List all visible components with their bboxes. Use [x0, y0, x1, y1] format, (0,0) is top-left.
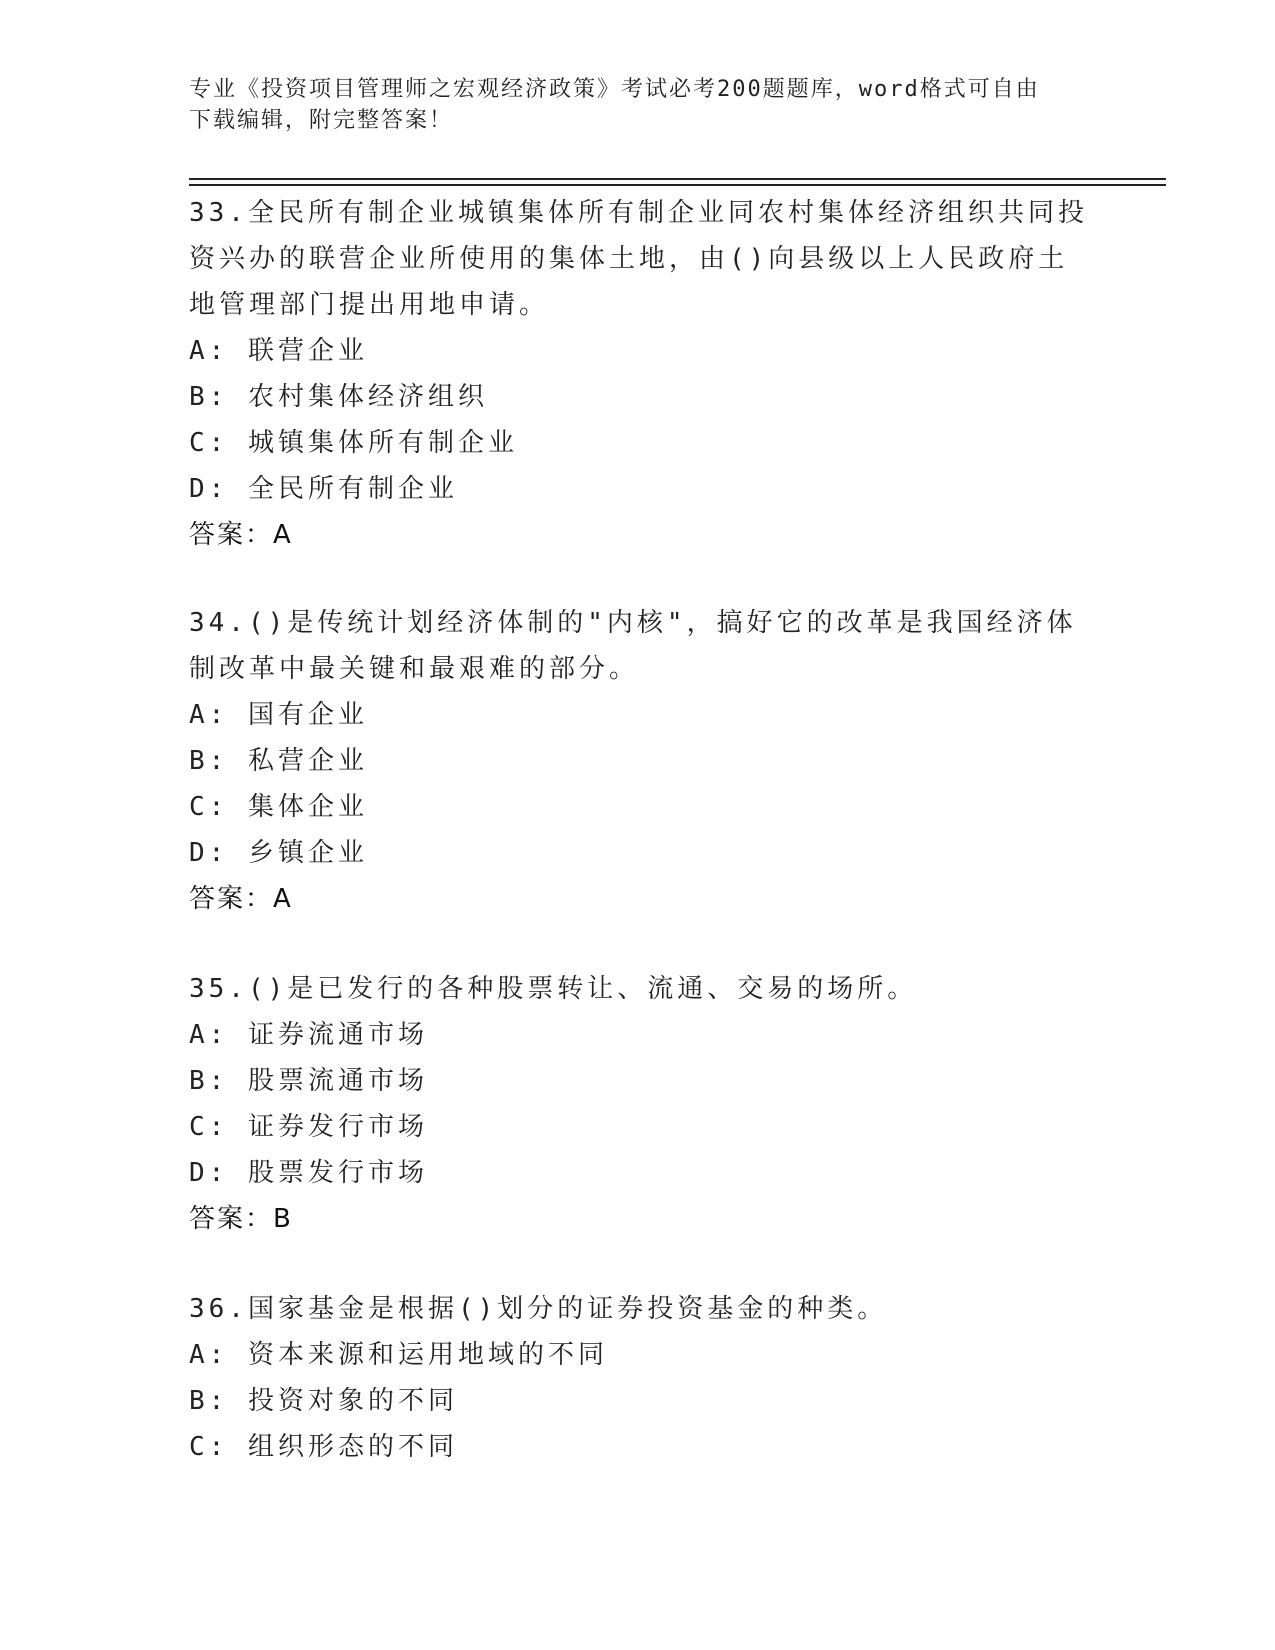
option-b: B: 农村集体经济组织: [189, 382, 488, 412]
option-c: C: 组织形态的不同: [189, 1432, 458, 1462]
question-36: [189, 1286, 1089, 1470]
option-a: A: 资本来源和运用地域的不同: [189, 1340, 608, 1370]
question-stem: 33.全民所有制企业城镇集体所有制企业同农村集体经济组织共同投资兴办的联营企业所使用的集体土地，由()向县级以上人民政府土地管理部门提出用地申请。: [189, 198, 1088, 320]
option-a: A: 国有企业: [189, 700, 368, 730]
option-d: D: 全民所有制企业: [189, 474, 458, 504]
option-b: B: 投资对象的不同: [189, 1386, 458, 1416]
option-b: B: 私营企业: [189, 746, 368, 776]
answer-label: 答案：B: [189, 1204, 293, 1234]
option-c: C: 集体企业: [189, 792, 368, 822]
option-a: A: 证券流通市场: [189, 1020, 428, 1050]
question-stem: 36.国家基金是根据()划分的证券投资基金的种类。: [189, 1294, 888, 1324]
document-header: [189, 74, 1089, 136]
header-line-2: 下载编辑，附完整答案！: [189, 108, 454, 133]
header-divider-top: [189, 178, 1166, 180]
question-stem: 34.()是传统计划经济体制的"内核"，搞好它的改革是我国经济体制改革中最关键和最艰难的部分。: [189, 608, 1077, 684]
question-33: [189, 190, 1089, 558]
header-divider-bottom: [189, 184, 1166, 186]
answer-label: 答案：A: [189, 884, 293, 914]
question-stem: 35.()是已发行的各种股票转让、流通、交易的场所。: [189, 974, 918, 1004]
question-35: [189, 966, 1089, 1242]
option-d: D: 股票发行市场: [189, 1158, 428, 1188]
option-b: B: 股票流通市场: [189, 1066, 428, 1096]
option-d: D: 乡镇企业: [189, 838, 368, 868]
answer-label: 答案：A: [189, 520, 293, 550]
header-line-1: 专业《投资项目管理师之宏观经济政策》考试必考200题题库，word格式可自由: [189, 77, 1040, 102]
option-c: C: 城镇集体所有制企业: [189, 428, 518, 458]
option-c: C: 证券发行市场: [189, 1112, 428, 1142]
question-34: [189, 600, 1089, 922]
option-a: A: 联营企业: [189, 336, 368, 366]
